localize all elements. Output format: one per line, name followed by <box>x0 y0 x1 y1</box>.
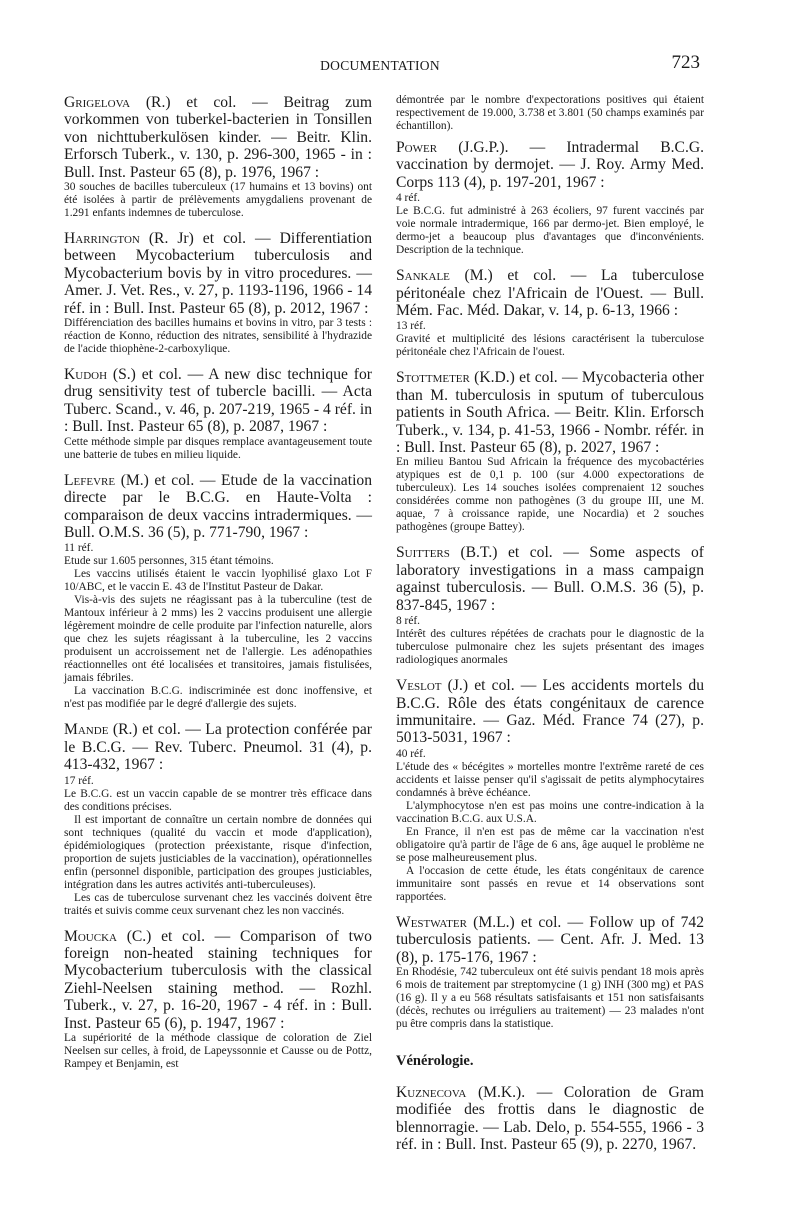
page-number: 723 <box>671 52 700 73</box>
entry-author: Veslot <box>396 677 442 695</box>
entry-summary: Différenciation des bacilles humains et bovins in vitro, par 3 tests : réaction de Konno, réduction des nitrates, sensibilité à l'hydrazide de l'acide thiophène-2-carboxylique. <box>64 317 372 356</box>
entry-citation: (J.G.P.). — Intradermal B.C.G. vaccination by dermojet. — J. Roy. Army Med. Corps 113 (4), p. 197-201, 1967 : <box>396 139 704 191</box>
entry-citation: (C.) et col. — Comparison of two foreign non-heated staining techniques for Mycobacterium tuberculosis with the classical Ziehl-Neelsen staining method. — Rozhl. Tuberk., v. 27, p. 16-20, 1967 - 4 réf. in : Bull. Inst. Pasteur 65 (6), p. 1947, 1967 : <box>64 927 372 1032</box>
entry-citation: (S.) et col. — A new disc technique for drug sensitivity test of tubercle bacilli. — Acta Tuberc. Scand., v. 46, p. 207-219, 1965 - 4 réf. in : Bull. Inst. Pasteur 65 (8), p. 2087, 1967 : <box>64 366 372 436</box>
bibliography-entry <box>64 721 372 917</box>
entry-author: Mande <box>64 721 109 739</box>
entry-summary: Le B.C.G. est un vaccin capable de se montrer très efficace dans des conditions précises. <box>64 787 372 813</box>
entry-author: Lefevre <box>64 471 116 489</box>
entry-citation: (M.L.) et col. — Follow up of 742 tuberculosis patients. — Cent. Afr. J. Med. 13 (8), p. 175-176, 1967 : <box>396 913 705 966</box>
entry-citation: (R.) et col. — La protection conférée par le B.C.G. — Rev. Tuberc. Pneumol. 31 (4), p. 413-432, 1967 : <box>64 721 372 774</box>
entry-citation: (K.D.) et col. — Mycobacteria other than M. tuberculosis in sputum of tuberculous patients in South Africa. — Beitr. Klin. Erforsch Tuberk., v. 134, p. 41-53, 1966 - Nombr. référ. in : Bull. Inst. Pasteur 65 (8), p. 2027, 1967 : <box>396 369 704 457</box>
entry-reference <box>64 94 372 181</box>
entry-citation: (B.T.) et col. — Some aspects of laboratory investigations in a mass campaign against tuberculosis. — Bull. O.M.S. 36 (5), p. 837-845, 1967 : <box>396 544 704 614</box>
bibliography-entry <box>396 369 704 534</box>
bibliography-entry <box>396 677 704 904</box>
entry-citation: (R.) et col. — Beitrag zum vorkommen von tuberkel-bacterien in Tonsillen von nichttuberkulösen kinder. — Beitr. Klin. Erforsch Tuberk., v. 130, p. 296-300, 1965 - in : Bull. Inst. Pasteur 65 (8), p. 1976, 1967 : <box>64 94 372 181</box>
entry-author: Kuznecova <box>396 1083 467 1101</box>
bibliography-entry <box>64 472 372 712</box>
entry-summary: L'alymphocytose n'en est pas moins une contre-indication à la vaccination B.C.G. aux U.S.A. <box>396 799 704 825</box>
entry-summary: Il est important de connaître un certain nombre de données qui sont techniques (qualité du vaccin et mode d'application), épidémiologiques (protection préexistante, risque d'infection, proportion de sujets justiciables de la vaccination), opérationnelles enfin (personnel disponible, participation des groupes justiciables, intégration dans les autres activités anti-tuberculeuses). <box>64 813 372 891</box>
entry-citation: (M.K.). — Coloration de Gram modifiée des frottis dans le diagnostic de blennorragie. — Lab. Delo, p. 554-555, 1966 - 3 réf. in : Bull. Inst. Pasteur 65 (9), p. 2270, 1967. <box>396 1083 704 1154</box>
entry-author: Suitters <box>396 544 450 562</box>
bibliography-entry <box>396 139 704 257</box>
entry-citation: (M.) et col. — La tuberculose péritonéale chez l'Africain de l'Ouest. — Bull. Mém. Fac. Méd. Dakar, v. 14, p. 6-13, 1966 : <box>396 267 704 320</box>
bibliography-entry <box>64 366 372 462</box>
section-entries <box>396 1084 704 1154</box>
entry-summary: 30 souches de bacilles tuberculeux (17 humains et 13 bovins) ont été isolées à partir de prélèvements amygdaliens provenant de 1.291 enfants indemnes de tuberculose. <box>64 181 372 220</box>
entry-reference <box>396 267 704 319</box>
entry-author: Kudoh <box>64 366 108 384</box>
bibliography-entry <box>396 544 704 667</box>
entry-reference <box>396 914 704 966</box>
bibliography-entry <box>396 1084 704 1154</box>
entry-author: Harrington <box>64 230 140 248</box>
entry-reference-count: 13 réf. <box>396 320 426 333</box>
entry-reference-count: 17 réf. <box>64 774 94 787</box>
entry-summary: Etude sur 1.605 personnes, 315 étant témoins. <box>64 555 274 568</box>
bibliography-entry <box>396 267 704 359</box>
bibliography-entry <box>64 928 372 1071</box>
section-heading: Vénérologie. <box>396 1052 474 1069</box>
entry-author: Westwater <box>396 913 467 931</box>
entry-author: Sankale <box>396 267 450 285</box>
entry-citation: (R. Jr) et col. — Differentiation between Mycobacterium tuberculosis and Mycobacterium bovis by in vitro procedures. — Amer. J. Vet. Res., v. 27, p. 1193-1196, 1966 - 14 réf. in : Bull. Inst. Pasteur 65 (8), p. 2012, 1967 : <box>64 230 372 317</box>
entry-author: Power <box>396 139 438 156</box>
entry-summary: Les vaccins utilisés étaient le vaccin lyophilisé glaxo Lot F 10/ABC, et le vaccin E. 43 de l'Institut Pasteur de Dakar. <box>64 568 372 594</box>
entry-summary: Vis-à-vis des sujets ne réagissant pas à la tuberculine (test de Mantoux inférieur à 2 mms) les 2 vaccins produisent une allergie légèrement moindre de celle produite par l'infection naturelle, alors que chez les sujets réagissant à la tuberculine, les 2 vaccins produisent un accroissement net de l'allergie. Les adénopathies réactionnelles ont été localisées et transitoires, jamais fistulisées, jamais fébriles. <box>64 594 372 685</box>
continued-summary: démontrée par le nombre d'expectorations positives qui étaient respectivement de 19.000, 3.738 et 3.801 (50 champs examinés par échantillon). <box>396 94 704 132</box>
left-column <box>64 94 372 1081</box>
entry-author: Stottmeter <box>396 369 470 387</box>
bibliography-entry <box>64 94 372 220</box>
entry-author: Grigelova <box>64 94 131 111</box>
entry-reference <box>396 1084 704 1154</box>
right-entries <box>396 139 704 1031</box>
entry-author: Moucka <box>64 927 117 945</box>
entry-summary: En milieu Bantou Sud Africain la fréquence des mycobactéries atypiques est de 0,1 p. 100 (sur 4.000 expectorations de tuberculeux). Les 14 souches isolées comprenaient 12 souches considérées comme non pathogènes (3 du groupe III, une M. aquae, 7 à croissance rapide, une Nocardia) et 2 souches pathogènes (groupe Battey). <box>396 456 704 534</box>
entry-summary: La vaccination B.C.G. indiscriminée est donc inoffensive, et n'est pas modifiée par le degré d'allergie des sujets. <box>64 685 372 711</box>
entry-summary: L'étude des « bécégites » mortelles montre l'extrême rareté de ces accidents et laisse penser qu'il s'agissait de petits alymphocytaires condamnés à brève échéance. <box>396 760 704 799</box>
entry-reference <box>64 366 372 436</box>
entry-summary: Les cas de tuberculose survenant chez les vaccinés doivent être traités et suivis comme ceux survenant chez les non vaccinés. <box>64 891 372 917</box>
bibliography-entry <box>396 914 704 1031</box>
entry-reference <box>396 369 704 456</box>
entry-summary: En Rhodésie, 742 tuberculeux ont été suivis pendant 18 mois après 6 mois de traitement par streptomycine (1 g) INH (300 mg) et PAS (16 g). Il y a eu 568 résultats satisfaisants et 151 non satisfaisants (décès, rechutes ou irréguliers au traitement) — 23 malades n'ont pu être compris dans la statistique. <box>396 965 704 1030</box>
entry-reference <box>64 721 372 773</box>
entry-summary: Cette méthode simple par disques remplace avantageusement toute une batterie de tubes en milieu liquide. <box>64 435 372 461</box>
entry-summary: A l'occasion de cette étude, les états congénitaux de carence immunitaire sont passés en revue et 14 observations sont rapportées. <box>396 864 704 903</box>
entry-summary: Gravité et multiplicité des lésions caractérisent la tuberculose péritonéale chez l'Africain de l'ouest. <box>396 333 704 359</box>
entry-reference-count: 8 réf. <box>396 615 421 628</box>
running-title: DOCUMENTATION <box>320 58 440 73</box>
entry-reference <box>396 677 704 747</box>
entry-summary: En France, il n'en est pas de même car la vaccination n'est obligatoire qu'à partir de l'âge de 6 ans, âge auquel le problème ne se pose malheureusement plus. <box>396 825 704 864</box>
entry-reference <box>396 544 704 614</box>
entry-reference <box>64 928 372 1032</box>
entry-summary: Intérêt des cultures répétées de crachats pour le diagnostic de la tuberculose pulmonaire chez les sujets présentant des images radiologiques anormales <box>396 628 704 667</box>
entry-reference-count: 40 réf. <box>396 747 426 760</box>
bibliography-entry <box>64 230 372 356</box>
entry-citation: (J.) et col. — Les accidents mortels du B.C.G. Rôle des états congénitaux de carence immunitaire. — Gaz. Méd. France 74 (27), p. 5013-5031, 1967 : <box>396 677 704 747</box>
page-header <box>60 52 700 84</box>
entry-summary: Le B.C.G. fut administré à 263 écoliers, 97 furent vaccinés par voie normale intradermique, 166 par dermo-jet. Bien employé, le dermo-jet a beaucoup plus d'avantages que d'inconvénients. Description de la technique. <box>396 205 704 257</box>
entry-reference <box>64 230 372 317</box>
right-column <box>396 94 704 1164</box>
entry-reference <box>64 472 372 542</box>
entry-reference-count: 4 réf. <box>396 192 421 205</box>
entry-citation: (M.) et col. — Etude de la vaccination directe par le B.C.G. en Haute-Volta : comparaison de deux vaccins intradermiques. — Bull. O.M.S. 36 (5), p. 771-790, 1967 : <box>64 471 372 541</box>
entry-summary: La supériorité de la méthode classique de coloration de Ziel Neelsen sur celles, à froid, de Lapeyssonnie et Causse ou de Pottz, Rampey et Benjamin, est <box>64 1031 372 1070</box>
entry-reference-count: 11 réf. <box>64 542 94 555</box>
entry-reference <box>396 139 704 191</box>
